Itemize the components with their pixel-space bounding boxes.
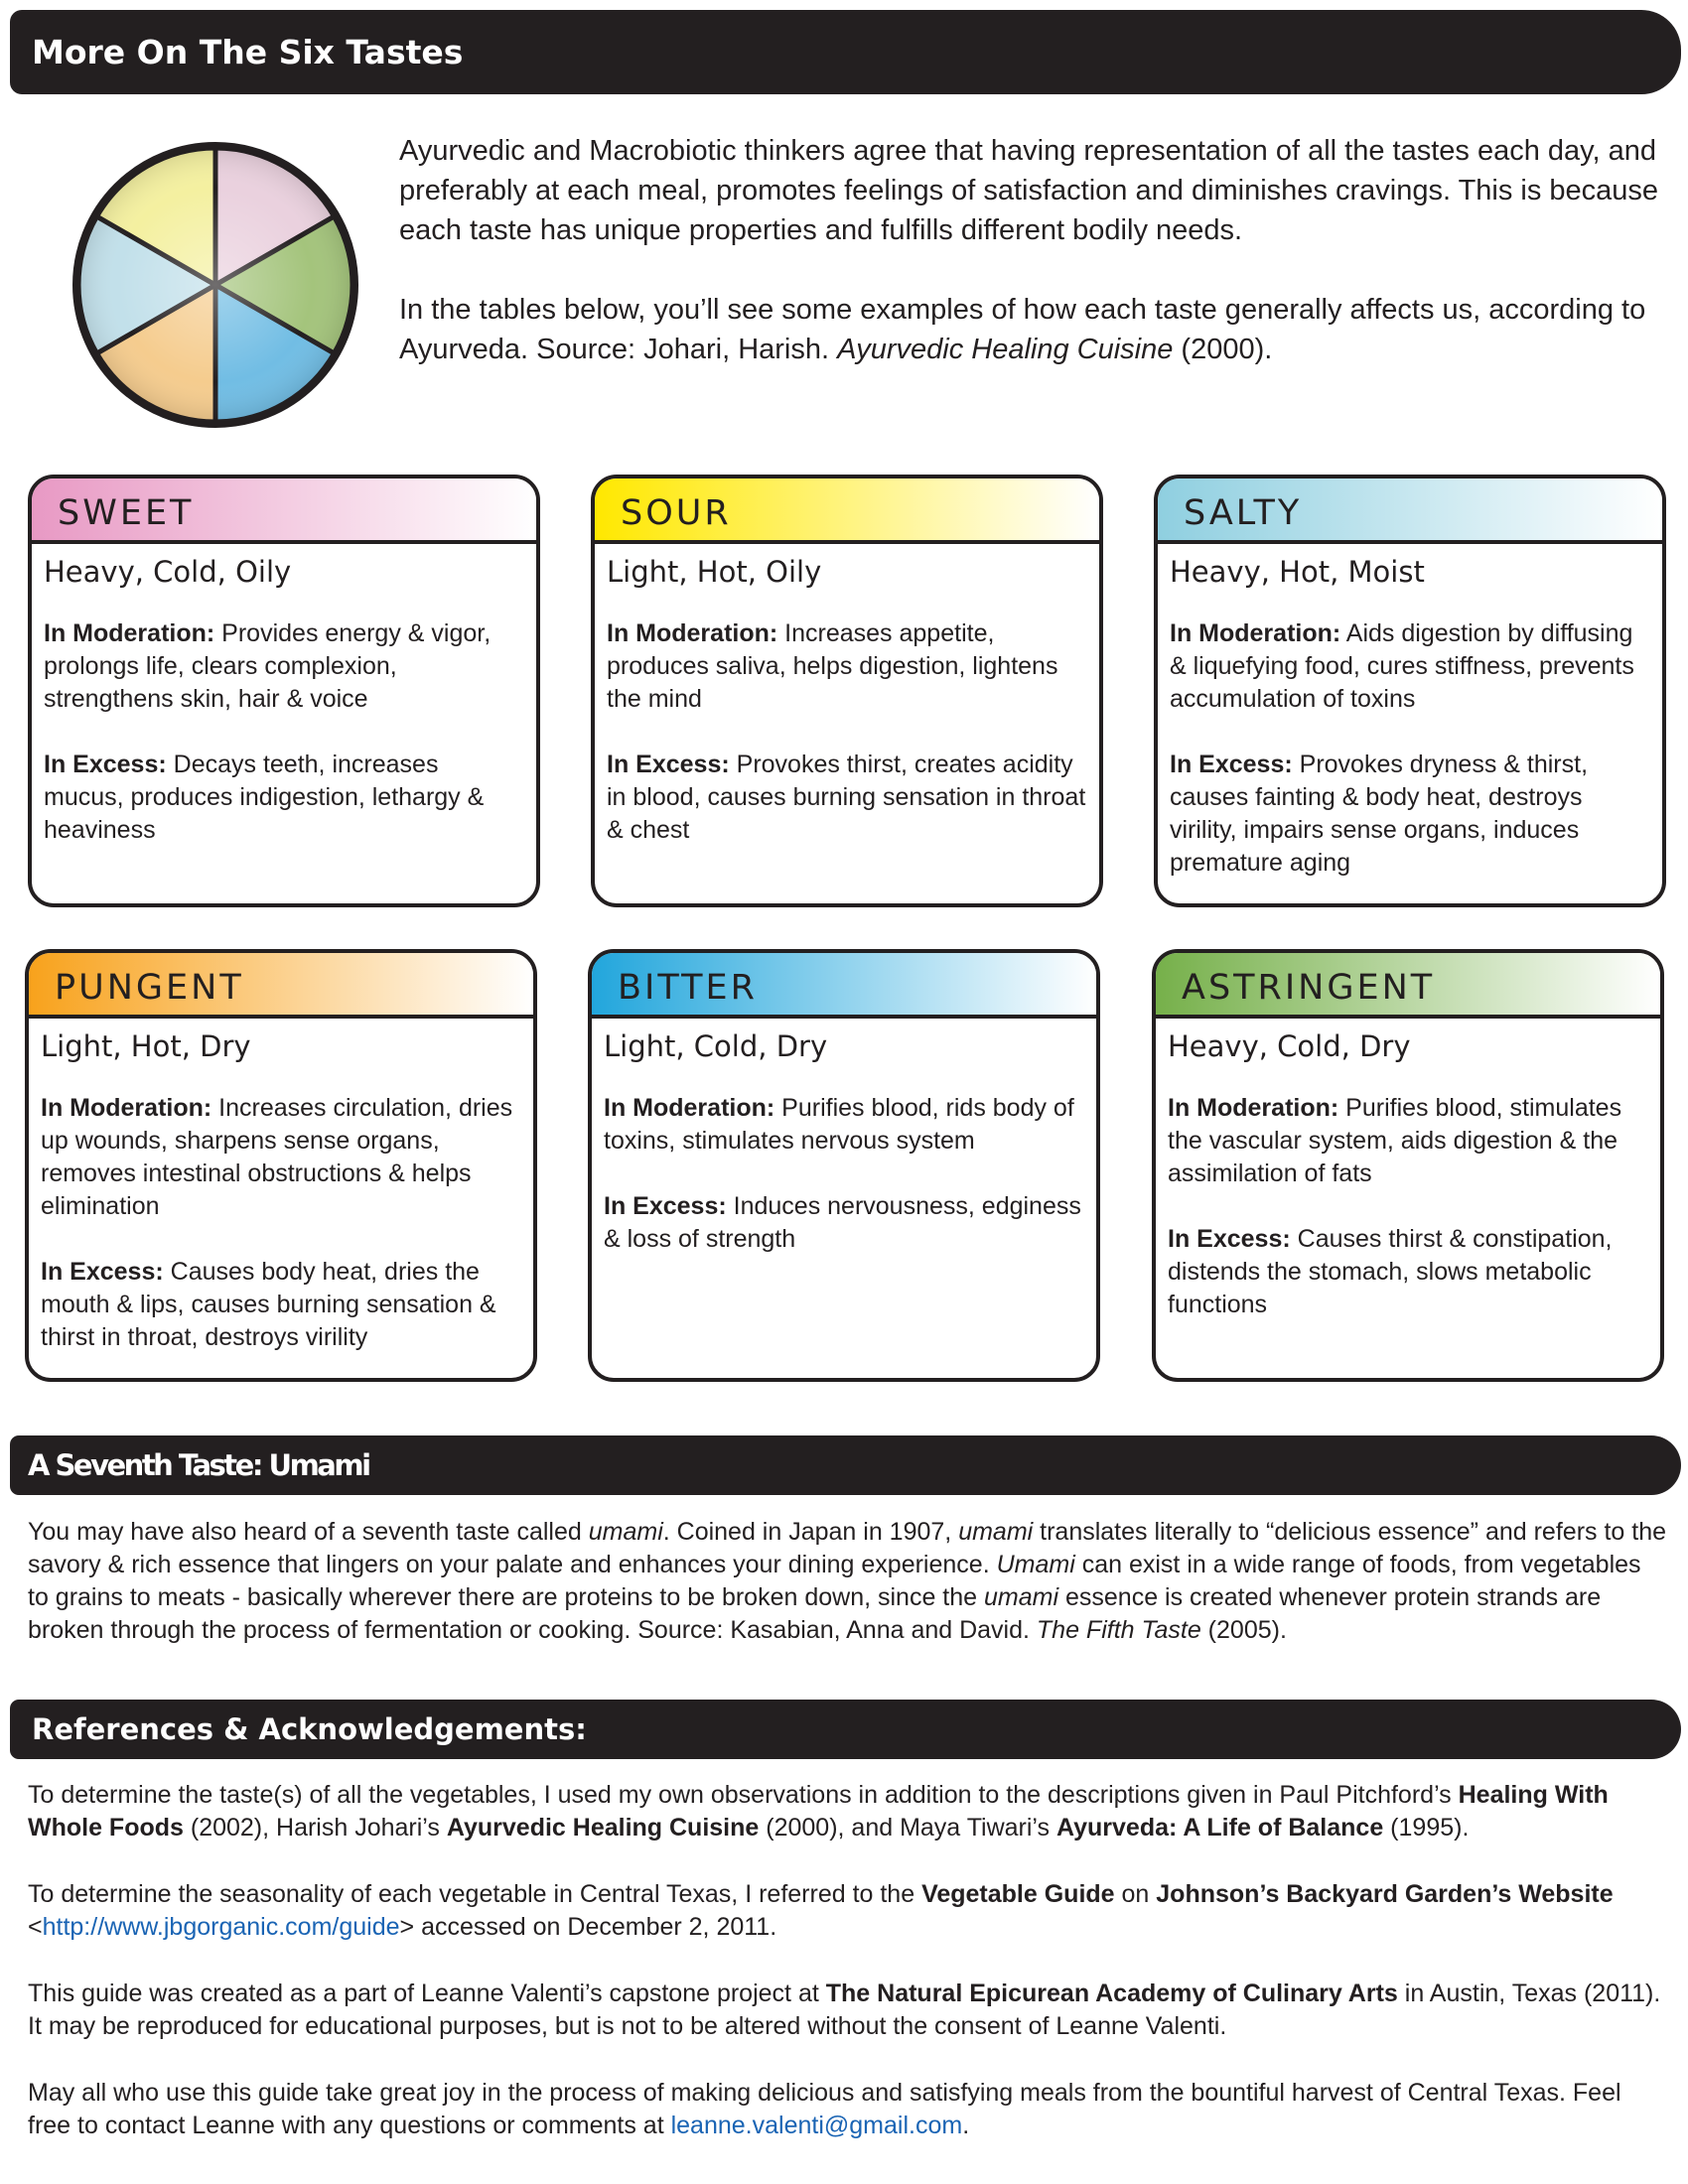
taste-card-sour xyxy=(591,475,1103,907)
page-title-bar xyxy=(10,10,1681,94)
umami-title: A Seventh Taste: Umami xyxy=(28,1448,369,1482)
taste-moderation: In Moderation: Increases appetite, produces saliva, helps digestion, lightens the mind xyxy=(607,619,1058,713)
taste-card-salty xyxy=(1154,475,1666,907)
taste-qualities: Heavy, Cold, Dry xyxy=(1168,1029,1411,1063)
taste-card-header xyxy=(1156,953,1660,1019)
taste-card-sweet xyxy=(28,475,540,907)
taste-moderation: In Moderation: Increases circulation, dries up wounds, sharpens sense organs, removes intestinal obstructions & helps elimination xyxy=(41,1094,513,1220)
intro-p2-tail: (2000). xyxy=(1173,334,1273,365)
taste-name: PUNGENT xyxy=(55,968,244,1008)
taste-name: SWEET xyxy=(58,493,195,533)
references-title: References & Acknowledgements: xyxy=(32,1712,587,1746)
taste-excess: In Excess: Provokes thirst, creates acidity in blood, causes burning sensation in throat & chest xyxy=(607,751,1086,844)
taste-qualities: Heavy, Hot, Moist xyxy=(1170,555,1425,589)
taste-excess: In Excess: Induces nervousness, edginess & loss of strength xyxy=(604,1192,1081,1253)
taste-moderation: In Moderation: Provides energy & vigor, prolongs life, clears complexion, strengthens skin, hair & voice xyxy=(44,619,492,713)
intro-text xyxy=(399,131,1680,409)
taste-excess: In Excess: Provokes dryness & thirst, causes fainting & body heat, destroys virility, impairs sense organs, induces premature aging xyxy=(1170,751,1589,877)
taste-excess: In Excess: Causes body heat, dries the mouth & lips, causes burning sensation & thirst in throat, destroys virility xyxy=(41,1258,496,1351)
taste-card-header xyxy=(1158,478,1662,544)
taste-name: SALTY xyxy=(1184,493,1303,533)
taste-qualities: Heavy, Cold, Oily xyxy=(44,555,292,589)
taste-qualities: Light, Hot, Oily xyxy=(607,555,822,589)
taste-moderation: In Moderation: Aids digestion by diffusing & liquefying food, cures stiffness, prevents accumulation of toxins xyxy=(1170,619,1634,713)
taste-name: BITTER xyxy=(618,968,758,1008)
intro-paragraph-1: Ayurvedic and Macrobiotic thinkers agree that having representation of all the tastes each day, and preferably at each meal, promotes feelings of satisfaction and diminishes cravings. This is because each taste has unique properties and fulfills different bodily needs. xyxy=(399,135,1659,246)
taste-card-pungent xyxy=(25,949,537,1382)
taste-card-bitter xyxy=(588,949,1100,1382)
taste-qualities: Light, Hot, Dry xyxy=(41,1029,251,1063)
taste-moderation: In Moderation: Purifies blood, rids body of toxins, stimulates nervous system xyxy=(604,1094,1074,1155)
umami-paragraph: You may have also heard of a seventh taste called umami. Coined in Japan in 1907, umami translates literally to “delicious essence” and refers to the savory & rich essence that lingers on your palate and enhances your dining experience. Umami can exist in a wide range of foods, from vegetables to grains to meats - basically wherever there are proteins to be broken down, since the umami essence is created whenever protein strands are broken through the process of fermentation or cooking. Source: Kasabian, Anna and David. The Fifth Taste (2005). xyxy=(28,1518,1667,1644)
taste-qualities: Light, Cold, Dry xyxy=(604,1029,828,1063)
taste-excess: In Excess: Decays teeth, increases mucus, produces indigestion, lethargy & heaviness xyxy=(44,751,485,844)
taste-card-header xyxy=(32,478,536,544)
references-paragraph-2: To determine the seasonality of each vegetable in Central Texas, I referred to the Vegetable Guide on Johnson’s Backyard Garden’s Website <http://www.jbgorganic.com/guide> accessed on December 2, 2011. xyxy=(28,1880,1614,1941)
taste-card-header xyxy=(29,953,533,1019)
taste-name: SOUR xyxy=(621,493,732,533)
intro-p2-lead: In the tables below, you’ll see some examples of how each taste generally affects us, according to Ayurveda. Source: Johari, Harish. xyxy=(399,294,1646,365)
taste-name: ASTRINGENT xyxy=(1182,968,1436,1008)
umami-section-bar xyxy=(10,1435,1681,1495)
references-paragraph-4: May all who use this guide take great joy in the process of making delicious and satisfying meals from the bountiful harvest of Central Texas. Feel free to contact Leanne with any questions or comments at leanne.valenti@gmail.com. xyxy=(28,2079,1621,2139)
intro-book-title: Ayurvedic Healing Cuisine xyxy=(837,334,1174,365)
taste-card-header xyxy=(592,953,1096,1019)
intro-paragraph-2 xyxy=(399,290,1680,369)
references-paragraph-3: This guide was created as a part of Leanne Valenti’s capstone project at The Natural Epicurean Academy of Culinary Arts in Austin, Texas (2011). It may be reproduced for educational purposes, but is not to be altered without the consent of Leanne Valenti. xyxy=(28,1979,1661,2040)
jbg-guide-link[interactable]: http://www.jbgorganic.com/guide xyxy=(42,1913,400,1941)
references-section-bar xyxy=(10,1700,1681,1759)
taste-card-astringent xyxy=(1152,949,1664,1382)
six-tastes-wheel xyxy=(71,141,359,429)
taste-moderation: In Moderation: Purifies blood, stimulates the vascular system, aids digestion & the assimilation of fats xyxy=(1168,1094,1622,1187)
page-title: More On The Six Tastes xyxy=(32,33,464,71)
references-paragraph-1: To determine the taste(s) of all the vegetables, I used my own observations in addition to the descriptions given in Paul Pitchford’s Healing With Whole Foods (2002), Harish Johari’s Ayurvedic Healing Cuisine (2000), and Maya Tiwari’s Ayurveda: A Life of Balance (1995). xyxy=(28,1781,1609,1842)
contact-email-link[interactable]: leanne.valenti@gmail.com xyxy=(670,2112,963,2139)
taste-excess: In Excess: Causes thirst & constipation, distends the stomach, slows metabolic functions xyxy=(1168,1225,1613,1318)
taste-card-header xyxy=(595,478,1099,544)
